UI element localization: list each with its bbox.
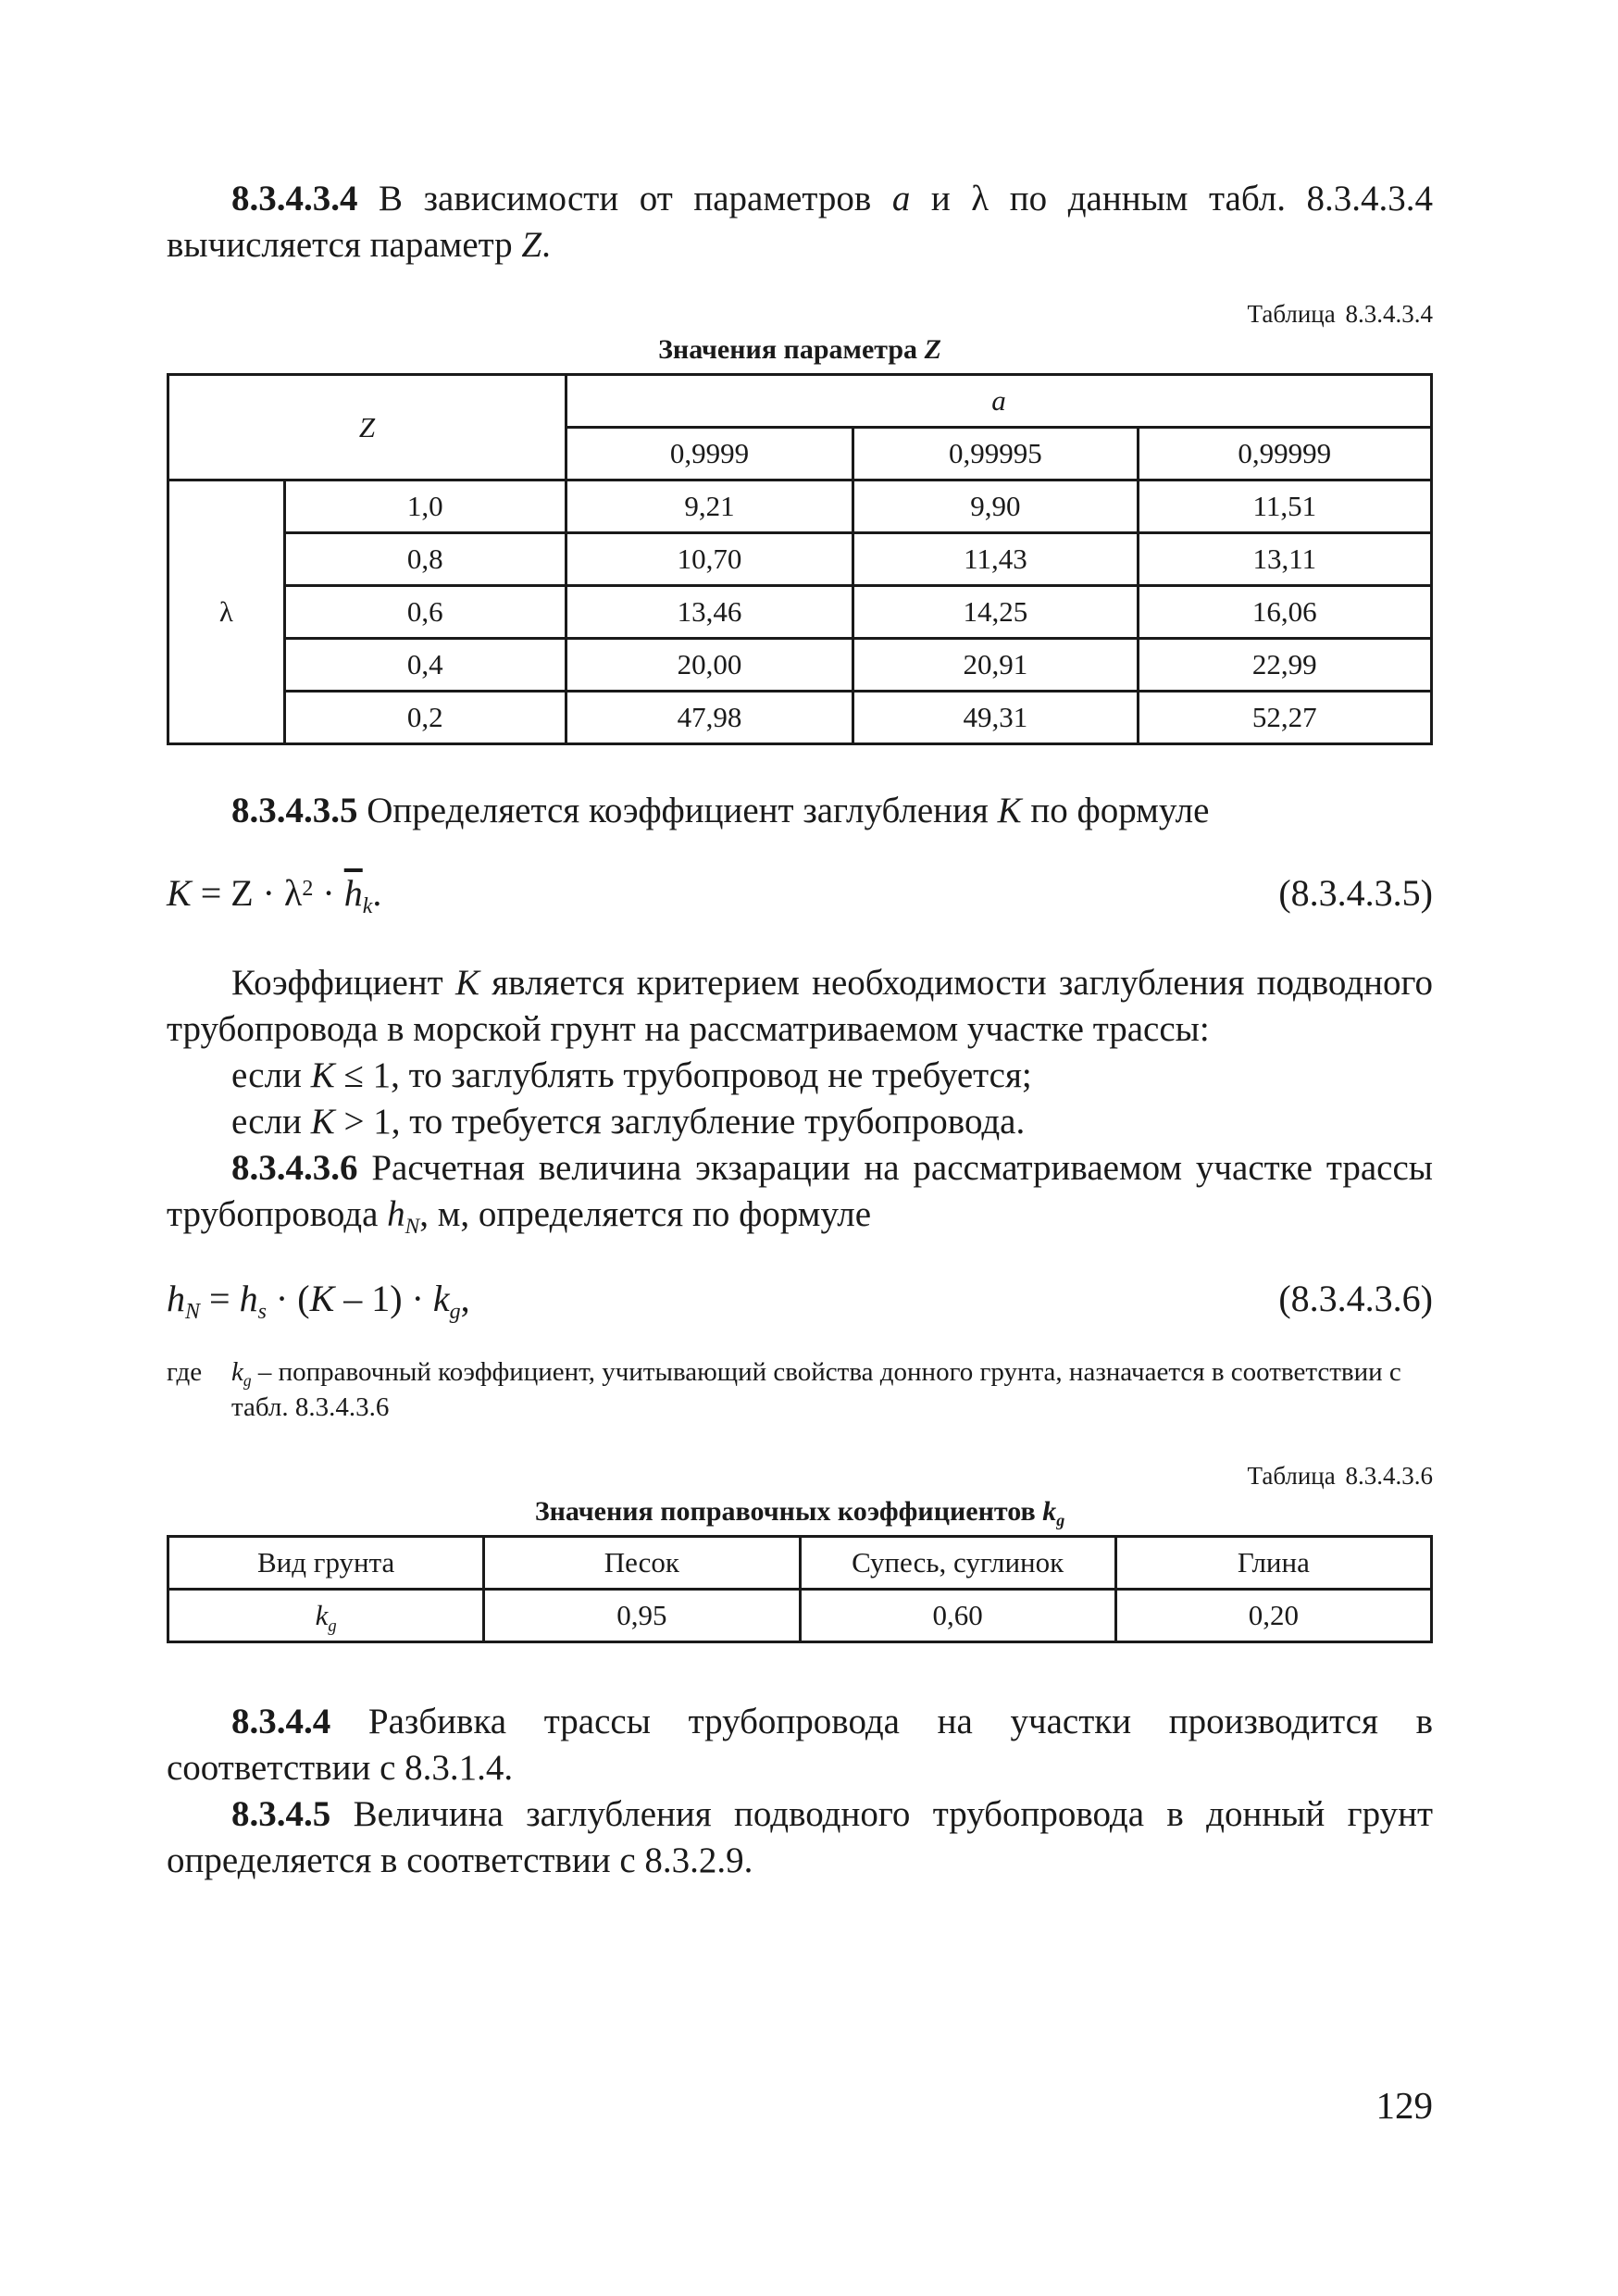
table-z-values (167, 373, 1433, 745)
paragraph-8-3-4-3-5: 8.3.4.3.5 Определяется коэффициент заглубления K по формуле (231, 791, 1210, 830)
formula-8-3-4-3-5 (167, 866, 1433, 921)
formula-number: (8.3.4.3.5) (1278, 872, 1433, 914)
table-cell: 22,99 (1138, 639, 1431, 692)
table-corner-cell: Z (168, 375, 566, 480)
table-cell: 52,27 (1138, 692, 1431, 744)
table-1-label: Таблица 8.3.4.3.4 (1247, 300, 1433, 328)
table-cell: 14,25 (853, 586, 1138, 639)
row-header: 0,8 (284, 533, 566, 586)
table-row (168, 1590, 1432, 1642)
paragraph-8-3-4-5: 8.3.4.5 Величина заглубления подводного трубопровода в донный грунт определяется в соответствии с 8.3.2.9. (167, 1794, 1433, 1880)
column-header: 0,99999 (1138, 428, 1431, 480)
formula-number: (8.3.4.3.6) (1278, 1278, 1433, 1319)
table-cell: 11,51 (1138, 480, 1431, 533)
table-2-title: Значения поправочных коэффициентов $k_g$ (534, 1496, 1065, 1530)
paragraph-coefficient-k: Коэффициент K является критерием необходимости заглубления подводного трубопровода в морской грунт на рассматриваемом участке трассы: (167, 963, 1433, 1049)
paragraph-8-3-4-4: 8.3.4.4 Разбивка трассы трубопровода на участки производится в соответствии с 8.3.1.4. (167, 1702, 1433, 1788)
formula-expression: $h_N = h_s \cdot (K - 1) \cdot k_g$, (167, 1278, 470, 1325)
table-kg-values (167, 1535, 1433, 1643)
table-cell: 13,46 (566, 586, 853, 639)
table-cell: 16,06 (1138, 586, 1431, 639)
formula-expression: $K = Z \cdot \lambda^2 \cdot \overline{h}_k$. (167, 872, 382, 919)
column-header: Песок (484, 1537, 800, 1590)
table-cell: 20,00 (566, 639, 853, 692)
table-row (168, 692, 1432, 744)
column-header: 0,9999 (566, 428, 853, 480)
row-header: 0,6 (284, 586, 566, 639)
table-cell: 13,11 (1138, 533, 1431, 586)
table-row (168, 639, 1432, 692)
column-header: Вид грунта (168, 1537, 484, 1590)
page-content (167, 176, 1433, 1884)
table-cell: 0,20 (1115, 1590, 1431, 1642)
row-header: 0,4 (284, 639, 566, 692)
column-header: 0,99995 (853, 428, 1138, 480)
row-group-header: λ (168, 480, 285, 744)
table-row (168, 533, 1432, 586)
table-row (168, 480, 1432, 533)
table-cell: 9,21 (566, 480, 853, 533)
page-number: 129 (1375, 2084, 1433, 2127)
table-cell: 0,95 (484, 1590, 800, 1642)
table-row (168, 586, 1432, 639)
table-2-label: Таблица 8.3.4.3.6 (1247, 1462, 1433, 1490)
section-number: 8.3.4.3.6 (231, 1148, 358, 1188)
section-number: 8.3.4.4 (231, 1702, 331, 1741)
row-header: 0,2 (284, 692, 566, 744)
condition-1: если K ≤ 1, то заглублять трубопровод не требуется; (231, 1055, 1032, 1095)
table-cell: 11,43 (853, 533, 1138, 586)
condition-2: если K > 1, то требуется заглубление трубопровода. (231, 1102, 1026, 1142)
column-group-header: a (566, 375, 1431, 428)
table-cell: 47,98 (566, 692, 853, 744)
paragraph-8-3-4-3-4: 8.3.4.3.4 В зависимости от параметров a и λ по данным табл. 8.3.4.3.4 вычисляется параметр Z. (167, 179, 1434, 265)
formula-8-3-4-3-6 (167, 1271, 1433, 1327)
row-header: $k_g$ (168, 1590, 484, 1642)
section-number: 8.3.4.3.5 (231, 791, 358, 830)
section-number: 8.3.4.5 (231, 1794, 331, 1834)
formula-note: где $k_g$ – поправочный коэффициент, учитывающий свойства донного грунта, назначается в соответствии с табл. 8.3.4.3.6 (167, 1357, 1401, 1422)
row-header: 1,0 (284, 480, 566, 533)
paragraph-8-3-4-3-6: 8.3.4.3.6 Расчетная величина экзарации на рассматриваемом участке трассы трубопровода $h_N$, м, определяется по формуле (167, 1148, 1433, 1240)
table-cell: 9,90 (853, 480, 1138, 533)
column-header: Глина (1115, 1537, 1431, 1590)
column-header: Супесь, суглинок (800, 1537, 1115, 1590)
section-number: 8.3.4.3.4 (231, 179, 358, 218)
table-cell: 0,60 (800, 1590, 1115, 1642)
table-cell: 20,91 (853, 639, 1138, 692)
table-cell: 49,31 (853, 692, 1138, 744)
table-cell: 10,70 (566, 533, 853, 586)
table-header-row (168, 1537, 1432, 1590)
table-1-title: Значения параметра Z (658, 334, 941, 365)
